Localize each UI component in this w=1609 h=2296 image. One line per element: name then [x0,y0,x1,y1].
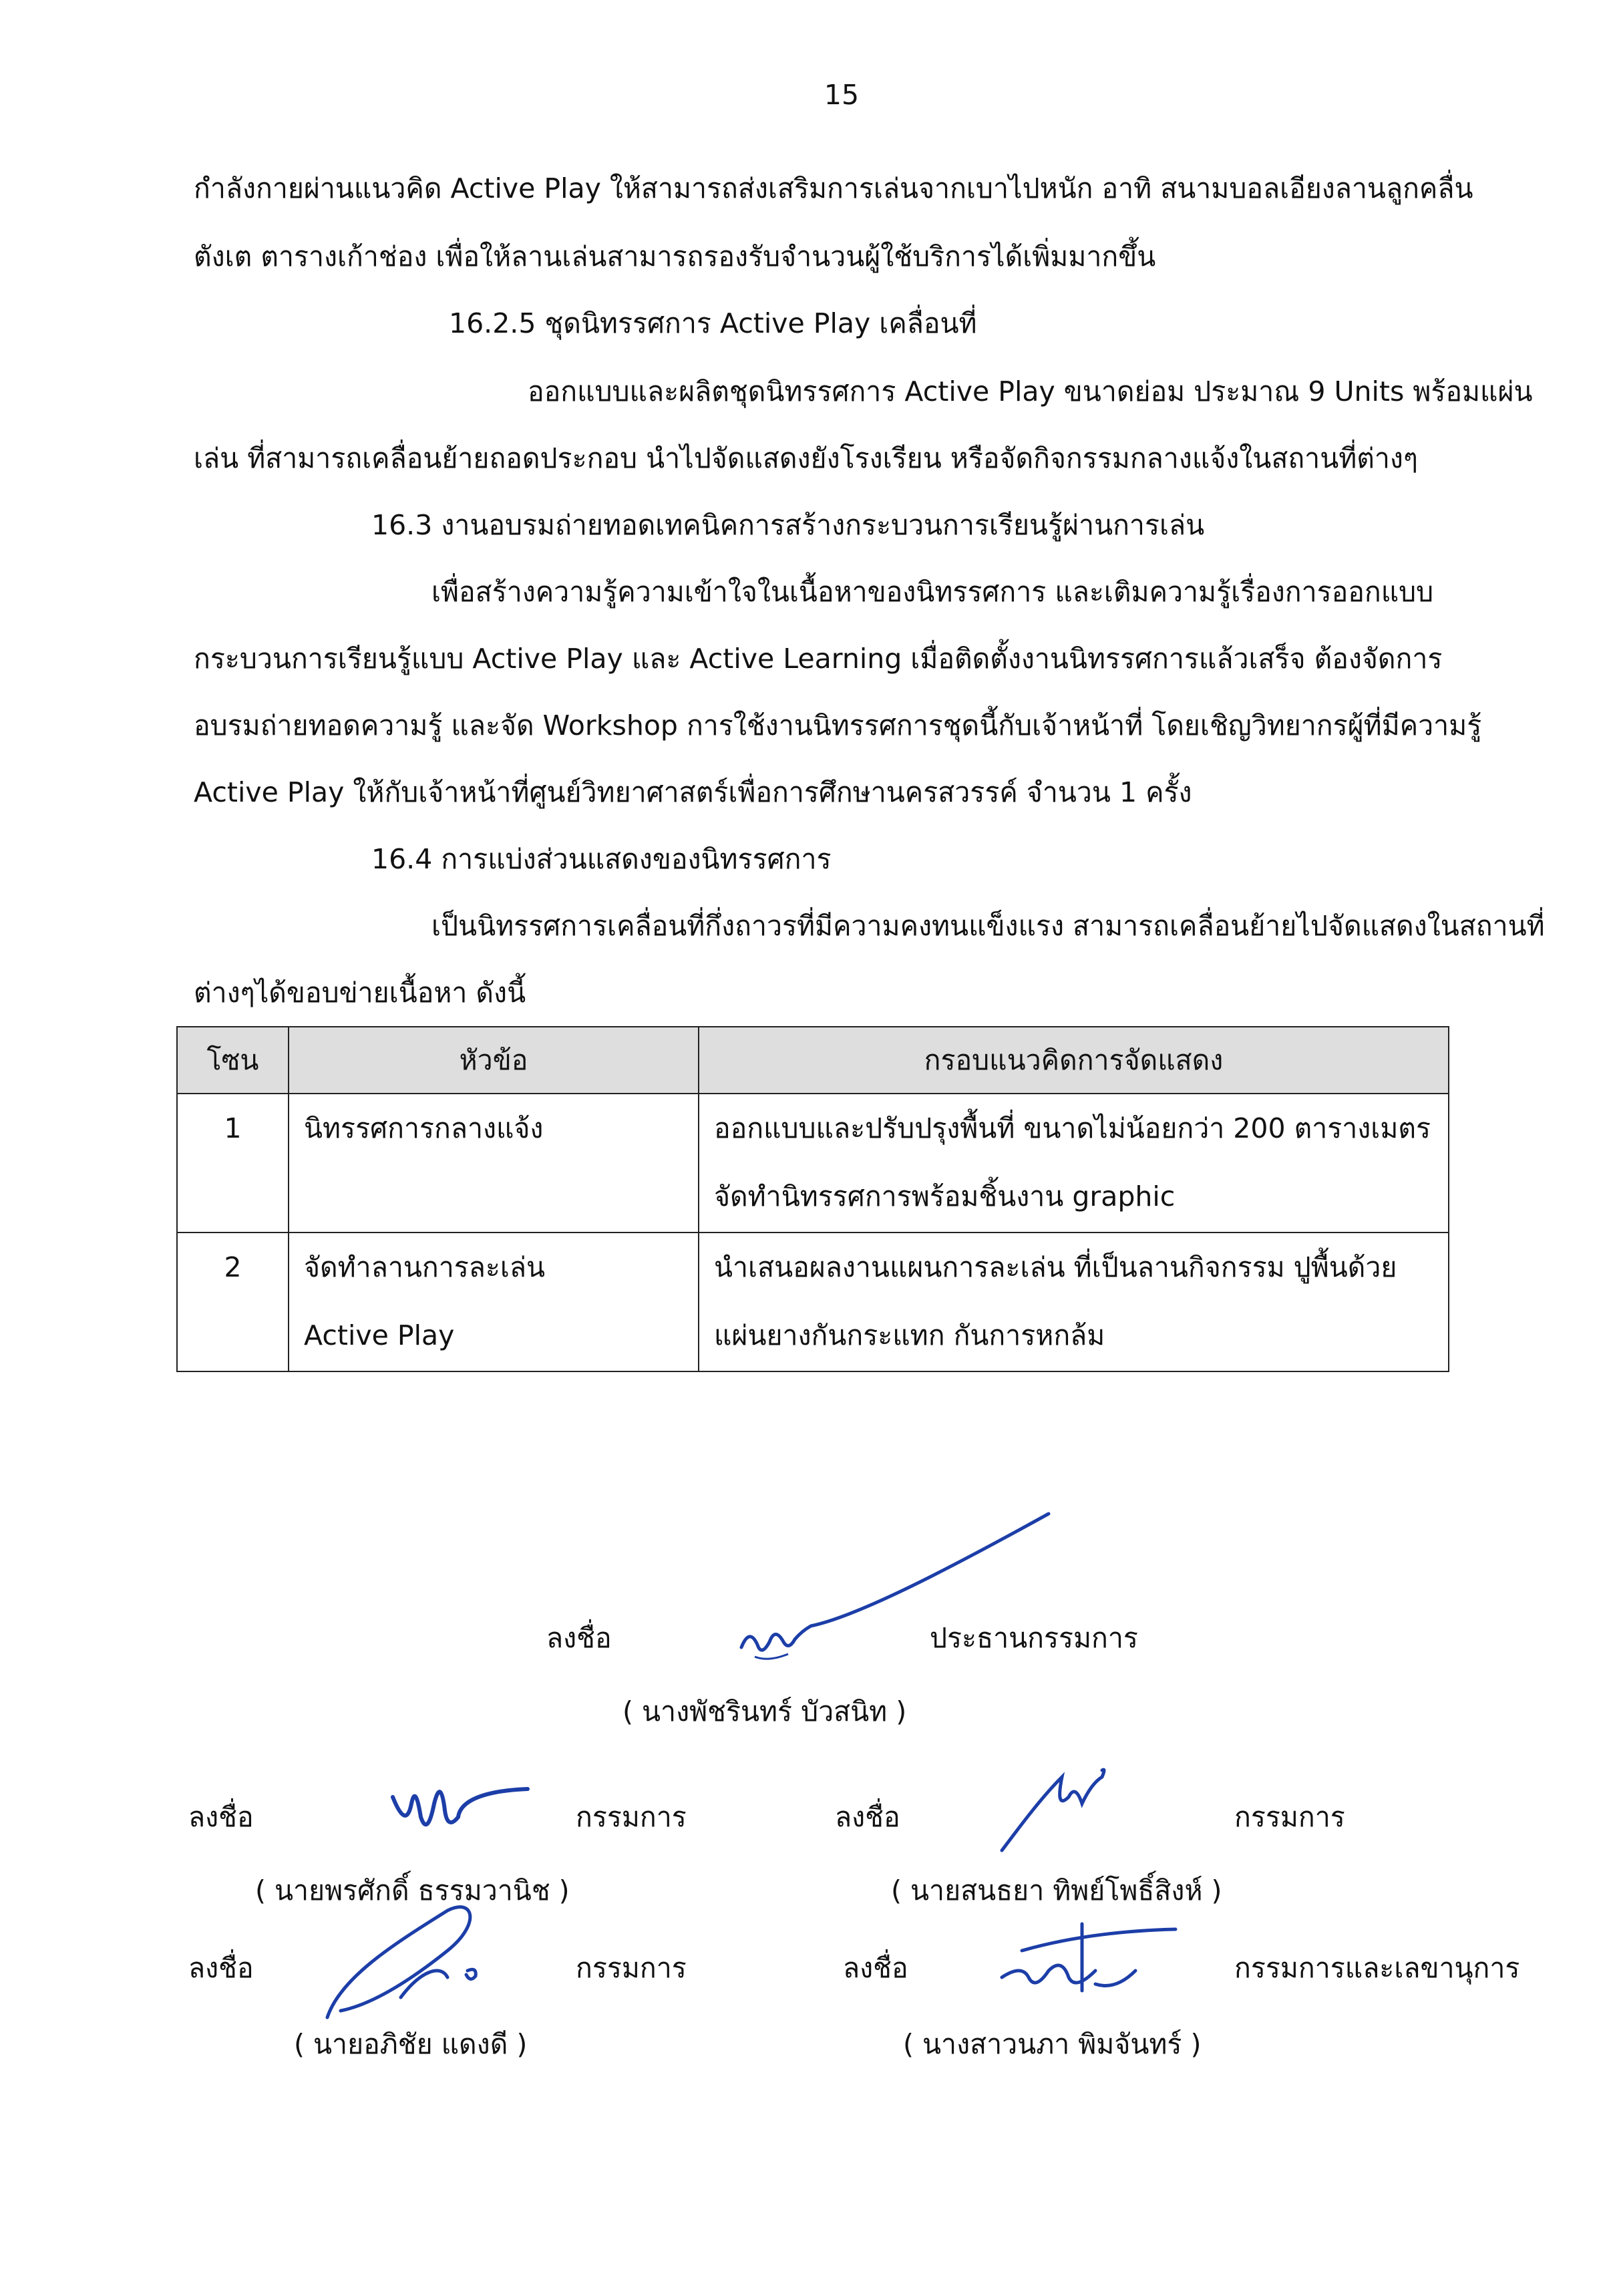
topic-cell [289,1094,699,1233]
member4-name: ( นางสาวนภา พิมจันทร์ ) [903,2028,1202,2060]
member2-role: กรรมการ [1234,1801,1345,1833]
header-topic: หัวข้อ [289,1027,699,1094]
paragraph-line: กระบวนการเรียนรู้แบบ Active Play และ Active Learning เมื่อติดตั้งงานนิทรรศการแล้วเสร็จ ต้องจัดการ [194,643,1443,675]
member3-role: กรรมการ [576,1952,687,1984]
section-heading-16-2-5: 16.2.5 ชุดนิทรรศการ Active Play เคลื่อนที่ [449,307,977,339]
member2-signature-icon [995,1757,1149,1857]
member3-signature-icon [314,1897,514,2031]
zone-table [176,1026,1449,1372]
sign-label: ลงชื่อ [188,1952,254,1984]
section-heading-16-4: 16.4 การแบ่งส่วนแสดงของนิทรรศการ [371,843,832,875]
zone-number: 2 [224,1251,242,1283]
paragraph-line: เป็นนิทรรศการเคลื่อนที่กึ่งถาวรที่มีความคงทนแข็งแรง สามารถเคลื่อนย้ายไปจัดแสดงในสถานที่ [431,910,1545,942]
concept-line: นำเสนอผลงานแผนการละเล่น ที่เป็นลานกิจกรรม ปูพื้นด้วย [714,1251,1397,1283]
sign-label: ลงชื่อ [188,1801,254,1833]
concept-cell [699,1233,1449,1371]
sign-label: ลงชื่อ [546,1622,612,1654]
paragraph-line: ตังเต ตารางเก้าช่อง เพื่อให้ลานเล่นสามารถรองรับจำนวนผู้ใช้บริการได้เพิ่มมากขึ้น [194,240,1156,273]
topic-line: Active Play [304,1319,455,1351]
section-heading-16-3: 16.3 งานอบรมถ่ายทอดเทคนิคการสร้างกระบวนการเรียนรู้ผ่านการเล่น [371,509,1205,541]
concept-line: แผ่นยางกันกระแทก กันการหกล้ม [714,1319,1105,1351]
member4-signature-icon [995,1911,1182,2004]
concept-line: ออกแบบและปรับปรุงพื้นที่ ขนาดไม่น้อยกว่า 200 ตารางเมตร [714,1112,1431,1144]
header-zone: โซน [177,1027,289,1094]
member1-role: กรรมการ [576,1801,687,1833]
member1-signature-icon [387,1770,534,1844]
concept-cell [699,1094,1449,1233]
sign-label: ลงชื่อ [843,1952,908,1984]
concept-line: จัดทำนิทรรศการพร้อมชิ้นงาน graphic [714,1180,1176,1212]
page-number: 15 [824,79,860,111]
table-row [177,1094,1449,1233]
chair-name: ( นางพัชรินทร์ บัวสนิท ) [622,1695,907,1728]
paragraph-line: อบรมถ่ายทอดความรู้ และจัด Workshop การใช้งานนิทรรศการชุดนี้กับเจ้าหน้าที่ โดยเชิญวิทยากรผู้ที่มีความรู้ [194,709,1482,742]
paragraph-line: เล่น ที่สามารถเคลื่อนย้ายถอดประกอบ นำไปจัดแสดงยังโรงเรียน หรือจัดกิจกรรมกลางแจ้งในสถานที่ต่างๆ [194,442,1418,474]
paragraph-line: ต่างๆได้ขอบข่ายเนื้อหา ดังนี้ [194,977,526,1009]
topic-line: จัดทำลานการละเล่น [304,1251,546,1283]
zone-number: 1 [224,1112,242,1144]
member2-name: ( นายสนธยา ทิพย์โพธิ์สิงห์ ) [891,1874,1222,1907]
paragraph-line: เพื่อสร้างความรู้ความเข้าใจในเนื้อหาของนิทรรศการ และเติมความรู้เรื่องการออกแบบ [431,576,1434,608]
topic-line: นิทรรศการกลางแจ้ง [304,1112,544,1144]
table-row [177,1233,1449,1371]
topic-cell [289,1233,699,1371]
member1-name: ( นายพรศักดิ์ ธรรมวานิช ) [255,1874,570,1907]
paragraph-line: กำลังกายผ่านแนวคิด Active Play ให้สามารถส่งเสริมการเล่นจากเบาไปหนัก อาทิ สนามบอลเอียงลานลูกคลื่น [194,172,1473,204]
paragraph-line: Active Play ให้กับเจ้าหน้าที่ศูนย์วิทยาศาสตร์เพื่อการศึกษานครสวรรค์ จำนวน 1 ครั้ง [194,776,1192,808]
chair-role: ประธานกรรมการ [930,1622,1138,1654]
member3-name: ( นายอภิชัย แดงดี ) [294,2028,528,2060]
table-header-row [177,1027,1449,1094]
zone-cell [177,1233,289,1371]
paragraph-line: ออกแบบและผลิตชุดนิทรรศการ Active Play ขนาดย่อม ประมาณ 9 Units พร้อมแผ่น [528,375,1533,407]
zone-cell [177,1094,289,1233]
member4-role: กรรมการและเลขานุการ [1234,1952,1520,1984]
header-concept: กรอบแนวคิดการจัดแสดง [699,1027,1449,1094]
sign-label: ลงชื่อ [835,1801,900,1833]
